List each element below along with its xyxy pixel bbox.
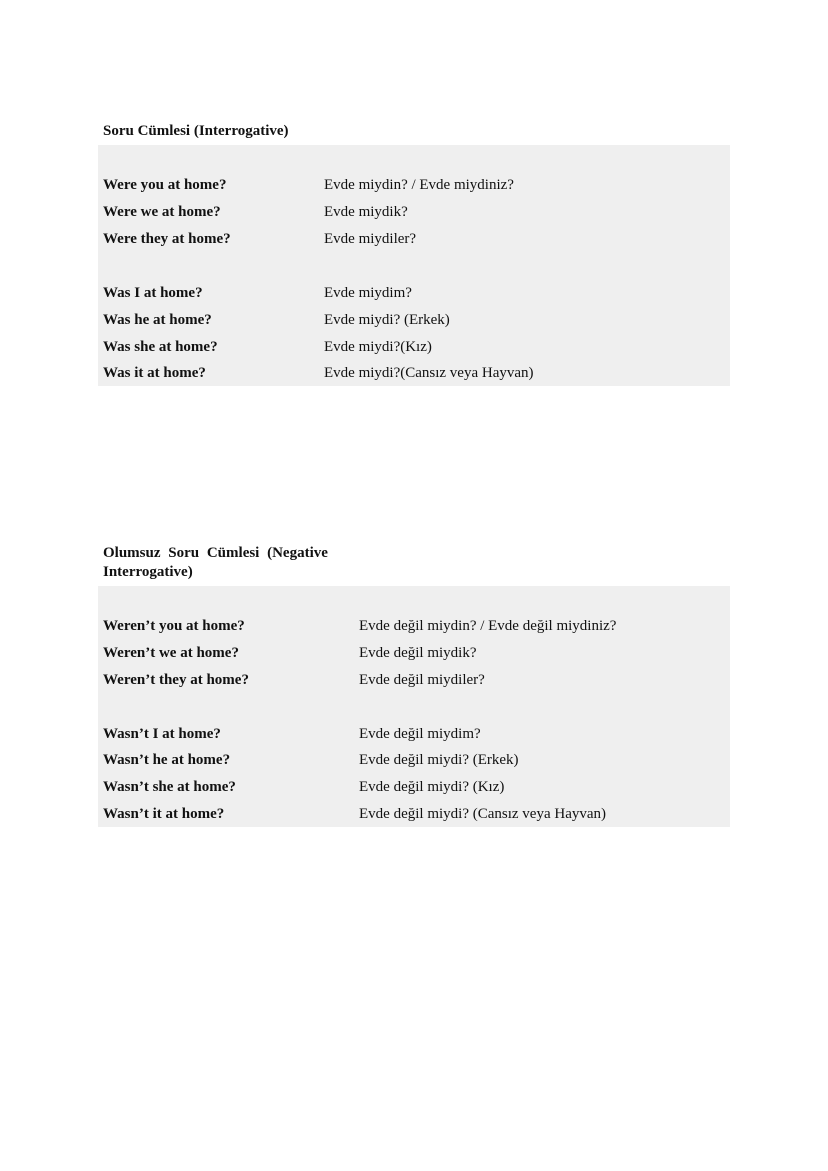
turkish-translation: Evde miydi?(Cansız veya Hayvan)	[324, 365, 534, 381]
turkish-translation: Evde değil miydin? / Evde değil miydiniz?	[359, 618, 617, 634]
table-row	[103, 202, 730, 222]
table-row	[103, 310, 730, 330]
table-row	[103, 229, 730, 249]
english-sentence: Was he at home?	[103, 312, 212, 328]
english-sentence: Weren’t you at home?	[103, 618, 245, 634]
table-row	[103, 643, 730, 663]
english-sentence: Weren’t we at home?	[103, 645, 239, 661]
turkish-translation: Evde miydim?	[324, 285, 412, 301]
english-sentence: Wasn’t he at home?	[103, 752, 231, 768]
negative-interrogative-table	[98, 586, 730, 827]
turkish-translation: Evde değil miydi? (Erkek)	[359, 752, 519, 768]
turkish-translation: Evde miydin? / Evde miydiniz?	[324, 177, 514, 193]
interrogative-table	[98, 145, 730, 386]
english-sentence: Were they at home?	[103, 231, 231, 247]
turkish-translation: Evde değil miydiler?	[359, 672, 485, 688]
table-row	[103, 804, 730, 824]
turkish-translation: Evde değil miydik?	[359, 645, 477, 661]
table-row	[103, 750, 730, 770]
turkish-translation: Evde değil miydim?	[359, 726, 481, 742]
table-row	[103, 777, 730, 797]
english-sentence: Were we at home?	[103, 204, 221, 220]
english-sentence: Was it at home?	[103, 365, 206, 381]
english-sentence: Wasn’t I at home?	[103, 726, 221, 742]
english-sentence: Were you at home?	[103, 177, 227, 193]
table-row	[103, 337, 730, 357]
section-title-interrogative: Soru Cümlesi (Interrogative)	[103, 123, 289, 139]
english-sentence: Wasn’t she at home?	[103, 779, 236, 795]
turkish-translation: Evde miydi?(Kız)	[324, 339, 432, 355]
table-row	[103, 175, 730, 195]
section-title-negative-interrogative: Olumsuz Soru Cümlesi (Negative Interrogative)	[103, 545, 328, 580]
table-row	[103, 283, 730, 303]
table-row	[103, 616, 730, 636]
table-row	[103, 670, 730, 690]
table-row	[103, 363, 730, 383]
turkish-translation: Evde değil miydi? (Kız)	[359, 779, 505, 795]
english-sentence: Was she at home?	[103, 339, 218, 355]
english-sentence: Weren’t they at home?	[103, 672, 249, 688]
turkish-translation: Evde miydik?	[324, 204, 408, 220]
english-sentence: Wasn’t it at home?	[103, 806, 225, 822]
turkish-translation: Evde değil miydi? (Cansız veya Hayvan)	[359, 806, 607, 822]
turkish-translation: Evde miydi? (Erkek)	[324, 312, 450, 328]
english-sentence: Was I at home?	[103, 285, 203, 301]
turkish-translation: Evde miydiler?	[324, 231, 417, 247]
table-row	[103, 724, 730, 744]
